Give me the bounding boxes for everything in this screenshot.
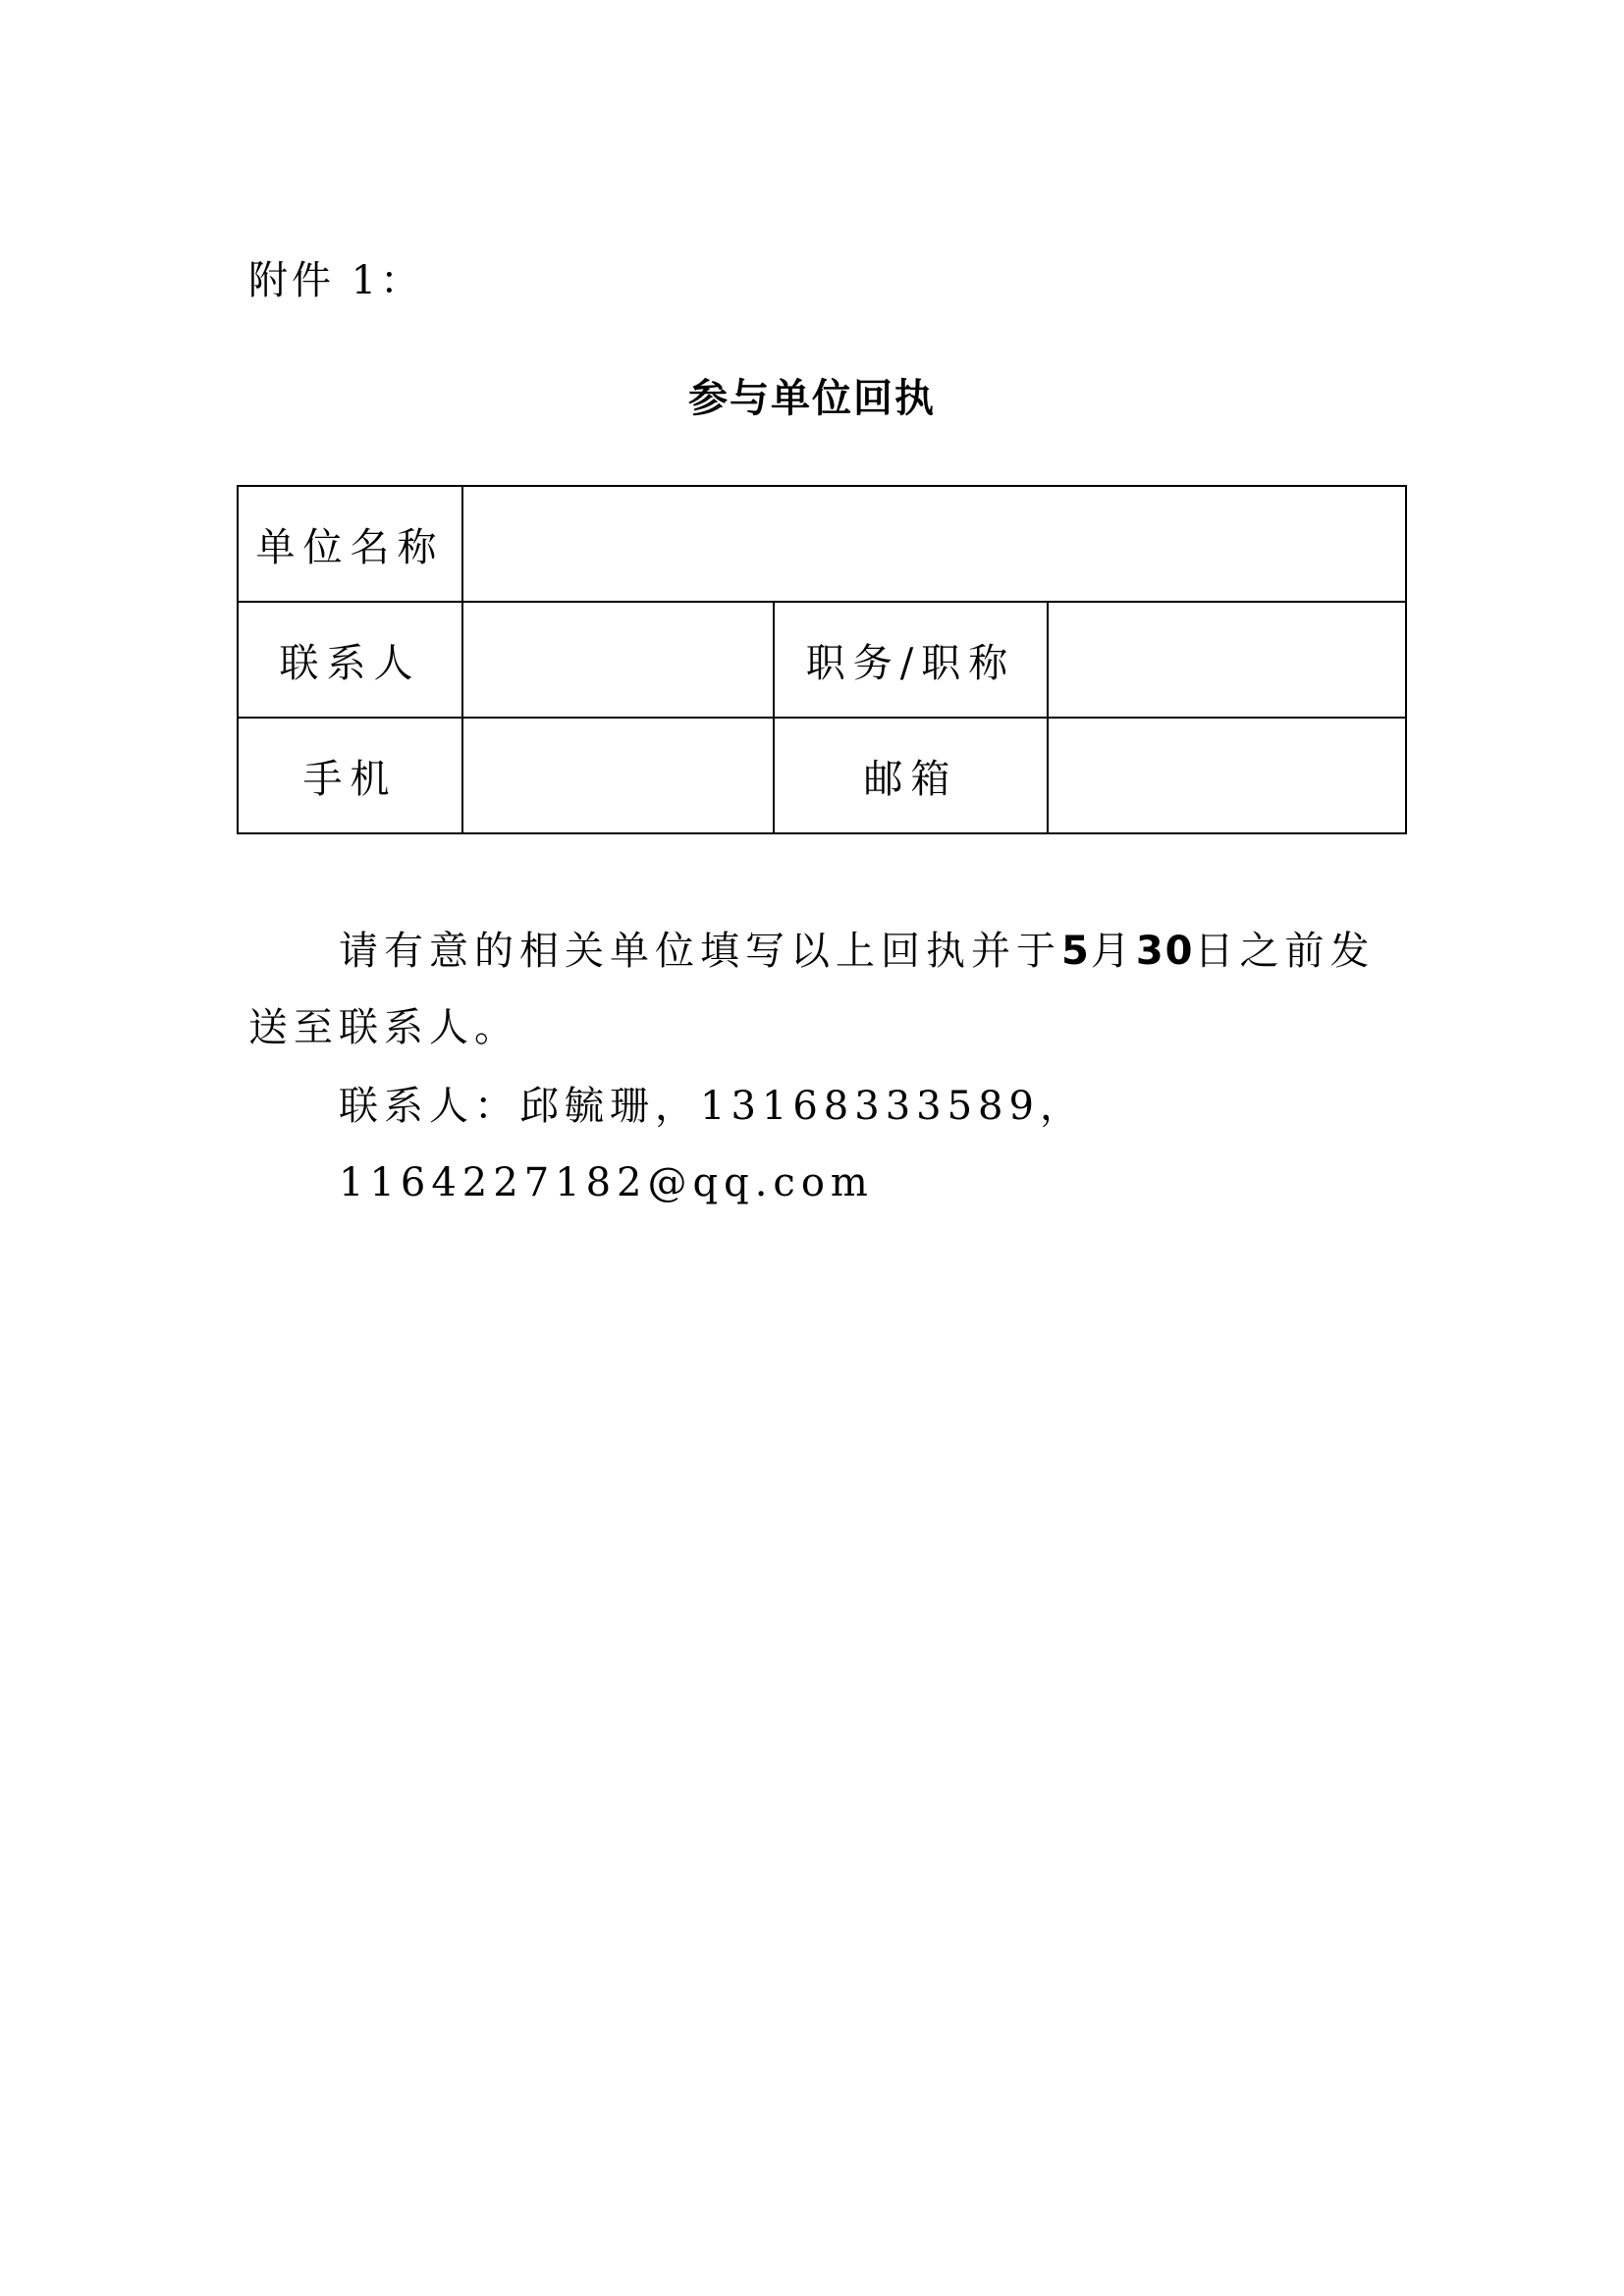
notice-text-before: 请有意的相关单位填写以上回执并于 (339, 929, 1061, 974)
phone-field[interactable] (462, 718, 774, 833)
contact-line: 联系人：邱毓珊，13168333589，1164227182@qq.com (339, 1084, 1085, 1205)
deadline-month: 5 (1061, 929, 1091, 974)
table-row (238, 486, 1406, 602)
position-field[interactable] (1048, 602, 1406, 718)
email-field[interactable] (1048, 718, 1406, 833)
email-label: 邮箱 (774, 718, 1048, 833)
contact-label: 联系人 (238, 602, 462, 718)
table-row (238, 718, 1406, 833)
phone-label: 手机 (238, 718, 462, 833)
deadline-day: 30 (1135, 929, 1195, 974)
month-char: 月 (1090, 929, 1136, 974)
position-label: 职务/职称 (774, 602, 1048, 718)
page-title: 参与单位回执 (688, 376, 936, 421)
notice-paragraph (248, 913, 1387, 1066)
unit-name-field[interactable] (462, 486, 1406, 602)
table-row (238, 602, 1406, 718)
unit-name-label: 单位名称 (238, 486, 462, 602)
day-char: 日 (1194, 929, 1240, 974)
notice-text-after: 之前发送至联系人。 (248, 929, 1376, 1050)
receipt-form-table (237, 485, 1407, 834)
contact-field[interactable] (462, 602, 774, 718)
attachment-label: 附件 1： (248, 258, 424, 303)
